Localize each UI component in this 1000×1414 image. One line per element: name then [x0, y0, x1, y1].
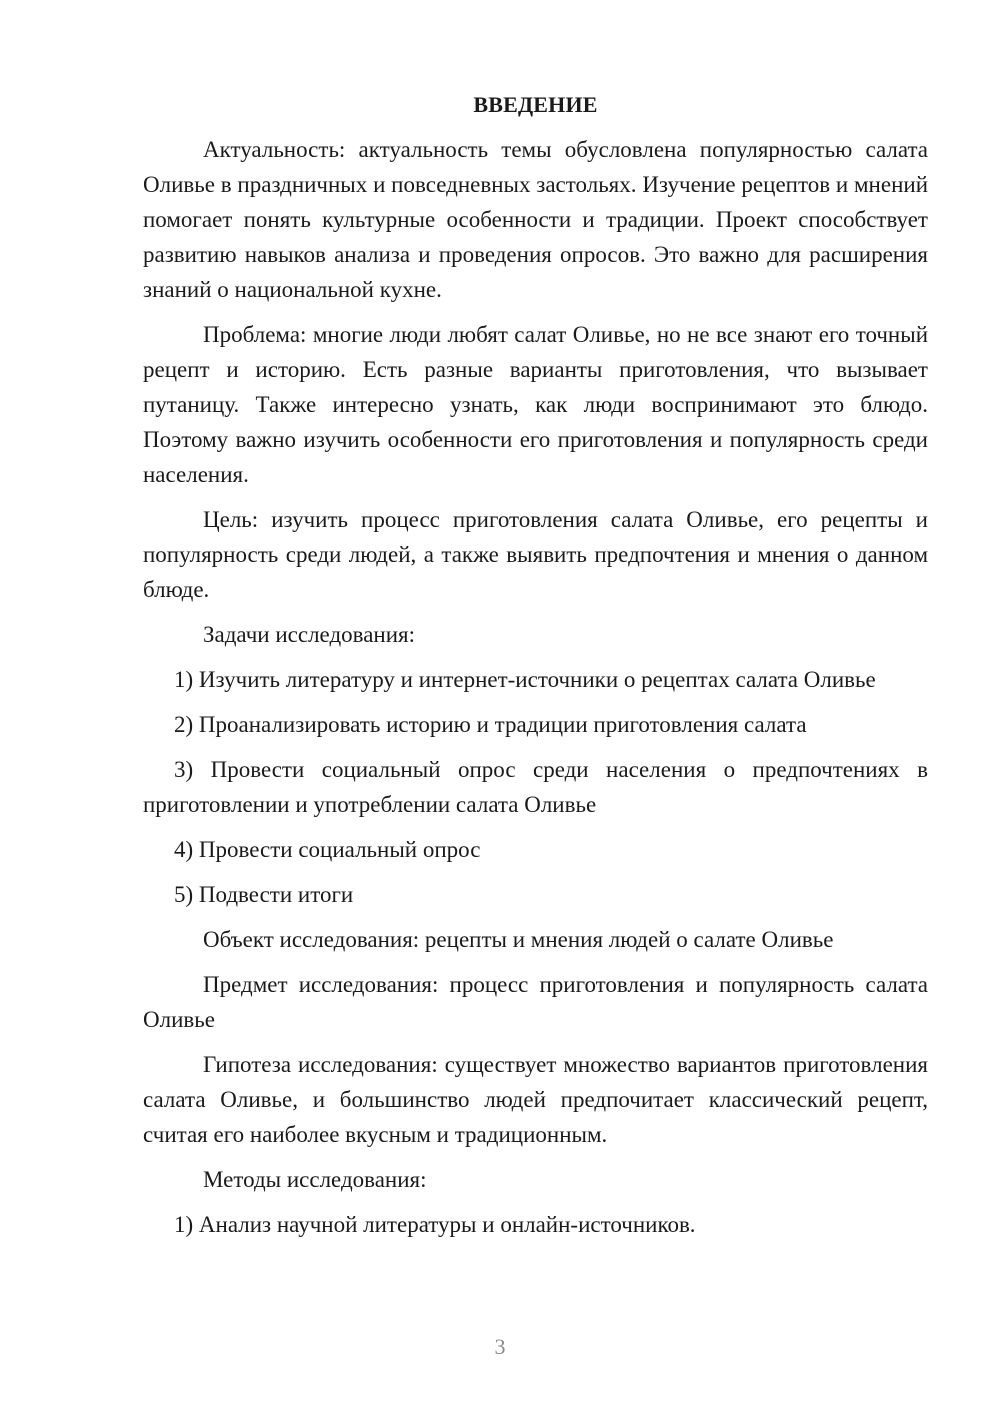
task-item: 1) Изучить литературу и интернет-источники о рецептах салата Оливье	[174, 667, 876, 692]
task-item: 4) Провести социальный опрос	[174, 837, 481, 862]
task-item: 3) Провести социальный опрос среди населения о предпочтениях в приготовлении и употреблении салата Оливье	[143, 757, 928, 817]
method-item: 1) Анализ научной литературы и онлайн-источников.	[174, 1212, 696, 1237]
paragraph-methods-heading: Методы исследования:	[203, 1167, 427, 1192]
paragraph-relevance: Актуальность: актуальность темы обусловлена популярностью салата Оливье в праздничных и повседневных застольях. Изучение рецептов и мнений помогает понять культурные особенности и традиции. Проект способствует развитию навыков анализа и проведения опросов. Это важно для расширения знаний о национальной кухне.	[143, 137, 928, 302]
paragraph-subject: Предмет исследования: процесс приготовления и популярность салата Оливье	[143, 972, 928, 1032]
paragraph-hypothesis: Гипотеза исследования: существует множество вариантов приготовления салата Оливье, и большинство людей предпочитает классический рецепт, считая его наиболее вкусным и традиционным.	[143, 1052, 928, 1147]
page-number: 3	[494, 1334, 506, 1359]
paragraph-problem: Проблема: многие люди любят салат Оливье, но не все знают его точный рецепт и историю. Есть разные варианты приготовления, что вызывает путаницу. Также интересно узнать, как люди воспринимают это блюдо. Поэтому важно изучить особенности его приготовления и популярность среди населения.	[143, 322, 928, 487]
paragraph-object: Объект исследования: рецепты и мнения людей о салате Оливье	[203, 927, 834, 952]
task-item: 2) Проанализировать историю и традиции приготовления салата	[174, 712, 807, 737]
paragraph-tasks-heading: Задачи исследования:	[203, 622, 416, 647]
page-title: ВВЕДЕНИЕ	[473, 92, 598, 117]
paragraph-goal: Цель: изучить процесс приготовления салата Оливье, его рецепты и популярность среди людей, а также выявить предпочтения и мнения о данном блюде.	[143, 507, 928, 602]
task-item: 5) Подвести итоги	[174, 882, 354, 907]
